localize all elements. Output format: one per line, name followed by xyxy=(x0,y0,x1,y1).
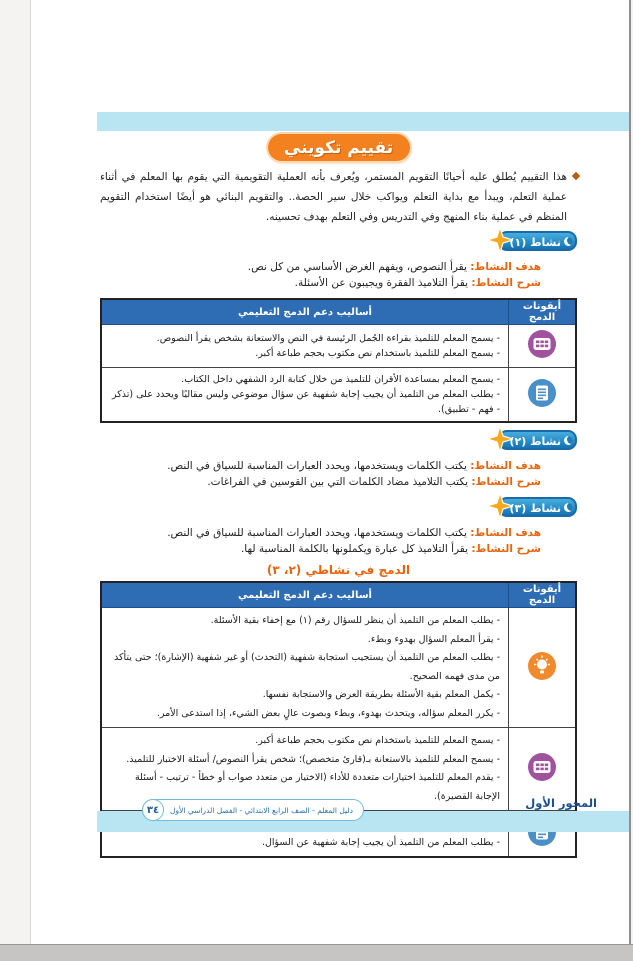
activity-1-badge-row xyxy=(100,231,577,255)
intro-paragraph xyxy=(100,167,577,227)
star-icon xyxy=(487,493,513,519)
activity-2-badge xyxy=(498,430,578,450)
desc-label: شرح النشاط: xyxy=(471,476,541,488)
method-bullet: - يقرأ المعلم السؤال بهدوء وبطء. xyxy=(110,631,500,650)
top-decorative-band xyxy=(97,112,630,131)
page-title-text: تقييم تكويني xyxy=(283,137,394,158)
lightbulb-icon xyxy=(527,651,557,681)
icon-cell xyxy=(509,368,577,423)
goal-text: يكتب الكلمات ويستخدمها، ويحدد العبارات المناسبة للسياق في النص. xyxy=(167,527,467,539)
methods-column-header: أساليب دعم الدمج التعليمي xyxy=(101,582,509,608)
method-bullet: - يسمح المعلم للتلميذ باستخدام نص مكتوب بحجم طباعة أكبر. xyxy=(110,346,500,361)
desc-label: شرح النشاط: xyxy=(471,277,541,289)
desc-text: يقرأ التلاميذ الفقرة ويجيبون عن الأسئلة. xyxy=(294,277,469,289)
methods-cell xyxy=(101,368,509,423)
flashcards-icon xyxy=(527,752,557,782)
photo-bottom-band xyxy=(0,944,633,961)
icons-column-header: أيقونات الدمج xyxy=(509,582,577,608)
crescent-icon xyxy=(564,503,573,512)
desc-text: يقرأ التلاميذ كل عبارة ويكملونها بالكلمة المناسبة لها. xyxy=(240,543,469,555)
method-bullet: - يطلب المعلم من التلميذ أن يجيب إجابة شفهية عن سؤال موضوعي وليس مقاليًا ويحدد على (تذكر - فهم - تطبيق). xyxy=(110,387,500,417)
flashcards-icon xyxy=(527,329,557,359)
icons-column-header: أيقونات الدمج xyxy=(509,299,577,325)
guide-label: دليل المعلم - الصف الرابع الابتدائي - الفصل الدراسي الأول xyxy=(170,805,353,815)
intro-text: هذا التقييم يُطلق عليه أحيانًا التقويم المستمر، ويُعرف بأنه العملية التقويمية التي يقوم بها المعلم في أثناء عملية التعلم، ويبدأ مع بداية التعلم ويواكب خلال سير الحصة.. والتقويم البنائي هو أيضًا استخدام التقويم المنظم في عملية بناء المنهج وفي التدريس وفي التعلم بهدف تحسينه. xyxy=(100,171,567,223)
activity-1-details xyxy=(100,259,577,291)
activity-desc-line xyxy=(100,541,541,557)
activity-2-badge-row xyxy=(100,430,577,454)
method-bullet: - يسمح المعلم للتلميذ بالاستعانة بـ(قارئ متخصص)؛ شخص يقرأ النصوص/ أسئلة الاختبار للتلميذ. xyxy=(110,751,500,770)
section-title: المحور الأول xyxy=(525,796,597,810)
method-bullet: - يطلب المعلم من التلميذ أن ينظر للسؤال رقم (١) مع إخفاء بقية الأسئلة. xyxy=(110,612,500,631)
page-number-badge: ٣٤ xyxy=(142,799,164,821)
method-bullet: - يطلب المعلم من التلميذ أن يستجيب استجابة شفهية (التحدث) أو غير شفهية (الإشارة)؛ حتى يتأكد من مدى فهمه الصحيح. xyxy=(110,649,500,686)
document-icon xyxy=(527,378,557,408)
icon-cell xyxy=(509,325,577,368)
table-row xyxy=(101,325,576,368)
desc-label: شرح النشاط: xyxy=(471,543,541,555)
icon-cell xyxy=(509,608,577,728)
method-bullet: - يقدم المعلم للتلميذ اختيارات متعددة للأداء (الاختيار من متعدد صواب أو خطأ - ترتيب - أسئلة الإجابة القصيرة). xyxy=(110,769,500,806)
activity-3-badge-row xyxy=(100,497,577,521)
crescent-icon xyxy=(564,237,573,246)
method-bullet: - يكرر المعلم سؤاله، ويتحدث بهدوء، وبطء وبصوت عالٍ بعض الشيء، إذا استدعى الأمر. xyxy=(110,705,500,724)
page-right-edge xyxy=(629,0,631,944)
activity-2-badge-label: نشاط (٢) xyxy=(509,435,561,448)
activity-goal-line xyxy=(100,259,541,275)
page-title xyxy=(268,134,410,161)
goal-text: يقرأ النصوص، ويفهم الغرض الأساسي من كل نص. xyxy=(247,261,467,273)
activity-1-badge-label: نشاط (١) xyxy=(509,236,561,249)
merge-activities-title: الدمج في نشاطي (٢، ٣) xyxy=(266,563,411,577)
method-bullet: - يكمل المعلم بقية الأسئلة بطريقة العرض والاستجابة نفسها. xyxy=(110,686,500,705)
crescent-icon xyxy=(564,436,573,445)
method-bullet: - يسمح المعلم للتلميذ بقراءة الجُمل الرئيسة في النص والاستعانة بشخص يقرأ النصوص. xyxy=(110,331,500,346)
page-content xyxy=(100,131,577,865)
goal-label: هدف النشاط: xyxy=(470,261,541,273)
activity-goal-line xyxy=(100,525,541,541)
activity-3-badge-label: نشاط (٣) xyxy=(509,502,561,515)
table-row xyxy=(101,608,576,728)
desc-text: يكتب التلاميذ مضاد الكلمات التي بين القوسين في الفراغات. xyxy=(207,476,469,488)
integration-table-1 xyxy=(100,298,577,423)
table-row xyxy=(101,368,576,423)
activity-3-badge xyxy=(498,497,578,517)
page-left-edge xyxy=(30,0,31,944)
goal-label: هدف النشاط: xyxy=(470,527,541,539)
footer-guide-pill xyxy=(142,799,364,821)
activity-2-details xyxy=(100,458,577,490)
activity-1-badge xyxy=(498,231,578,251)
goal-text: يكتب الكلمات ويستخدمها، ويحدد العبارات المناسبة للسياق في النص. xyxy=(167,460,467,472)
methods-cell xyxy=(101,325,509,368)
star-icon xyxy=(487,426,513,452)
activity-goal-line xyxy=(100,458,541,474)
table-header-row xyxy=(101,299,576,325)
methods-cell xyxy=(101,608,509,728)
activity-3-details xyxy=(100,525,577,557)
method-bullet: - يسمح المعلم بمساعدة الأقران للتلميذ من خلال كتابة الرد الشفهي داخل الكتاب. xyxy=(110,372,500,387)
activity-desc-line xyxy=(100,275,541,291)
methods-column-header: أساليب دعم الدمج التعليمي xyxy=(101,299,509,325)
table-header-row xyxy=(101,582,576,608)
star-icon xyxy=(487,227,513,253)
goal-label: هدف النشاط: xyxy=(470,460,541,472)
method-bullet: - يسمح المعلم للتلميذ باستخدام نص مكتوب بحجم طباعة أكبر. xyxy=(110,732,500,751)
method-bullet: - يطلب المعلم من التلميذ أن يجيب إجابة شفهية عن السؤال. xyxy=(110,834,500,853)
activity-desc-line xyxy=(100,474,541,490)
